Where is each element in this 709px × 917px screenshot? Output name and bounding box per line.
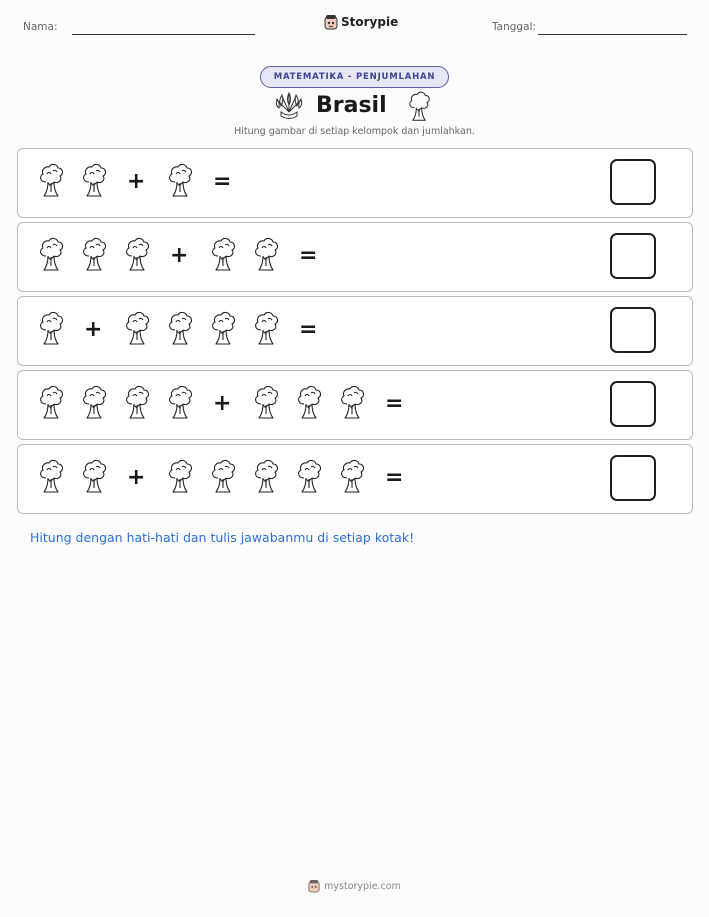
- tree-icon: [82, 236, 106, 276]
- tree-icon: [82, 162, 106, 202]
- plus-sign: +: [170, 243, 189, 268]
- tree-icon: [254, 236, 278, 276]
- tree-icon: [340, 458, 364, 498]
- plus-sign: +: [213, 391, 232, 416]
- tree-icon: [39, 162, 63, 202]
- tree-icon: [297, 384, 321, 424]
- equals-sign: =: [299, 243, 318, 268]
- answer-box[interactable]: [610, 381, 656, 427]
- name-field-line[interactable]: [72, 34, 255, 35]
- tree-icon: [254, 458, 278, 498]
- problem-row: [17, 444, 693, 514]
- problem-row: [17, 222, 693, 292]
- tree-icon: [82, 384, 106, 424]
- tree-icon: [125, 384, 149, 424]
- equals-sign: =: [299, 317, 318, 342]
- plus-sign: +: [127, 169, 146, 194]
- tree-icon: [168, 458, 192, 498]
- answer-box[interactable]: [610, 233, 656, 279]
- footer: [0, 879, 709, 893]
- hint-text: Hitung dengan hati-hati dan tulis jawabanmu di setiap kotak!: [30, 530, 415, 545]
- plus-sign: +: [127, 465, 146, 490]
- answer-box[interactable]: [610, 307, 656, 353]
- tree-icon: [297, 458, 321, 498]
- answer-box[interactable]: [610, 455, 656, 501]
- tree-icon: [82, 458, 106, 498]
- feather-headdress-icon: [274, 90, 304, 122]
- tree-icon: [211, 458, 235, 498]
- equals-sign: =: [385, 465, 404, 490]
- tree-icon: [125, 310, 149, 350]
- problem-row: [17, 370, 693, 440]
- tree-icon: [254, 384, 278, 424]
- storypie-mascot-icon: [324, 14, 338, 30]
- brand-logo: [324, 12, 398, 32]
- plus-sign: +: [84, 317, 103, 342]
- problem-row: [17, 148, 693, 218]
- tree-icon: [405, 90, 433, 122]
- storypie-mascot-icon: [308, 879, 320, 893]
- title-row: [0, 90, 709, 124]
- date-field-line[interactable]: [538, 34, 687, 35]
- equals-sign: =: [213, 169, 232, 194]
- worksheet-header: [0, 0, 709, 50]
- tree-icon: [39, 458, 63, 498]
- page-title: Brasil: [316, 93, 387, 118]
- tree-icon: [39, 384, 63, 424]
- tree-icon: [254, 310, 278, 350]
- problem-row: [17, 296, 693, 366]
- tree-icon: [211, 310, 235, 350]
- date-label: Tanggal:: [492, 21, 536, 33]
- instruction-text: Hitung gambar di setiap kelompok dan jumlahkan.: [234, 126, 475, 137]
- name-label: Nama:: [23, 21, 58, 33]
- tree-icon: [39, 310, 63, 350]
- equals-sign: =: [385, 391, 404, 416]
- problem-list: [17, 148, 693, 518]
- tree-icon: [340, 384, 364, 424]
- tree-icon: [168, 384, 192, 424]
- answer-box[interactable]: [610, 159, 656, 205]
- tree-icon: [211, 236, 235, 276]
- tree-icon: [168, 162, 192, 202]
- footer-url[interactable]: mystorypie.com: [324, 880, 401, 892]
- tree-icon: [125, 236, 149, 276]
- tree-icon: [168, 310, 192, 350]
- subject-pill: MATEMATIKA - PENJUMLAHAN: [260, 66, 449, 88]
- tree-icon: [39, 236, 63, 276]
- brand-name: Storypie: [341, 15, 399, 29]
